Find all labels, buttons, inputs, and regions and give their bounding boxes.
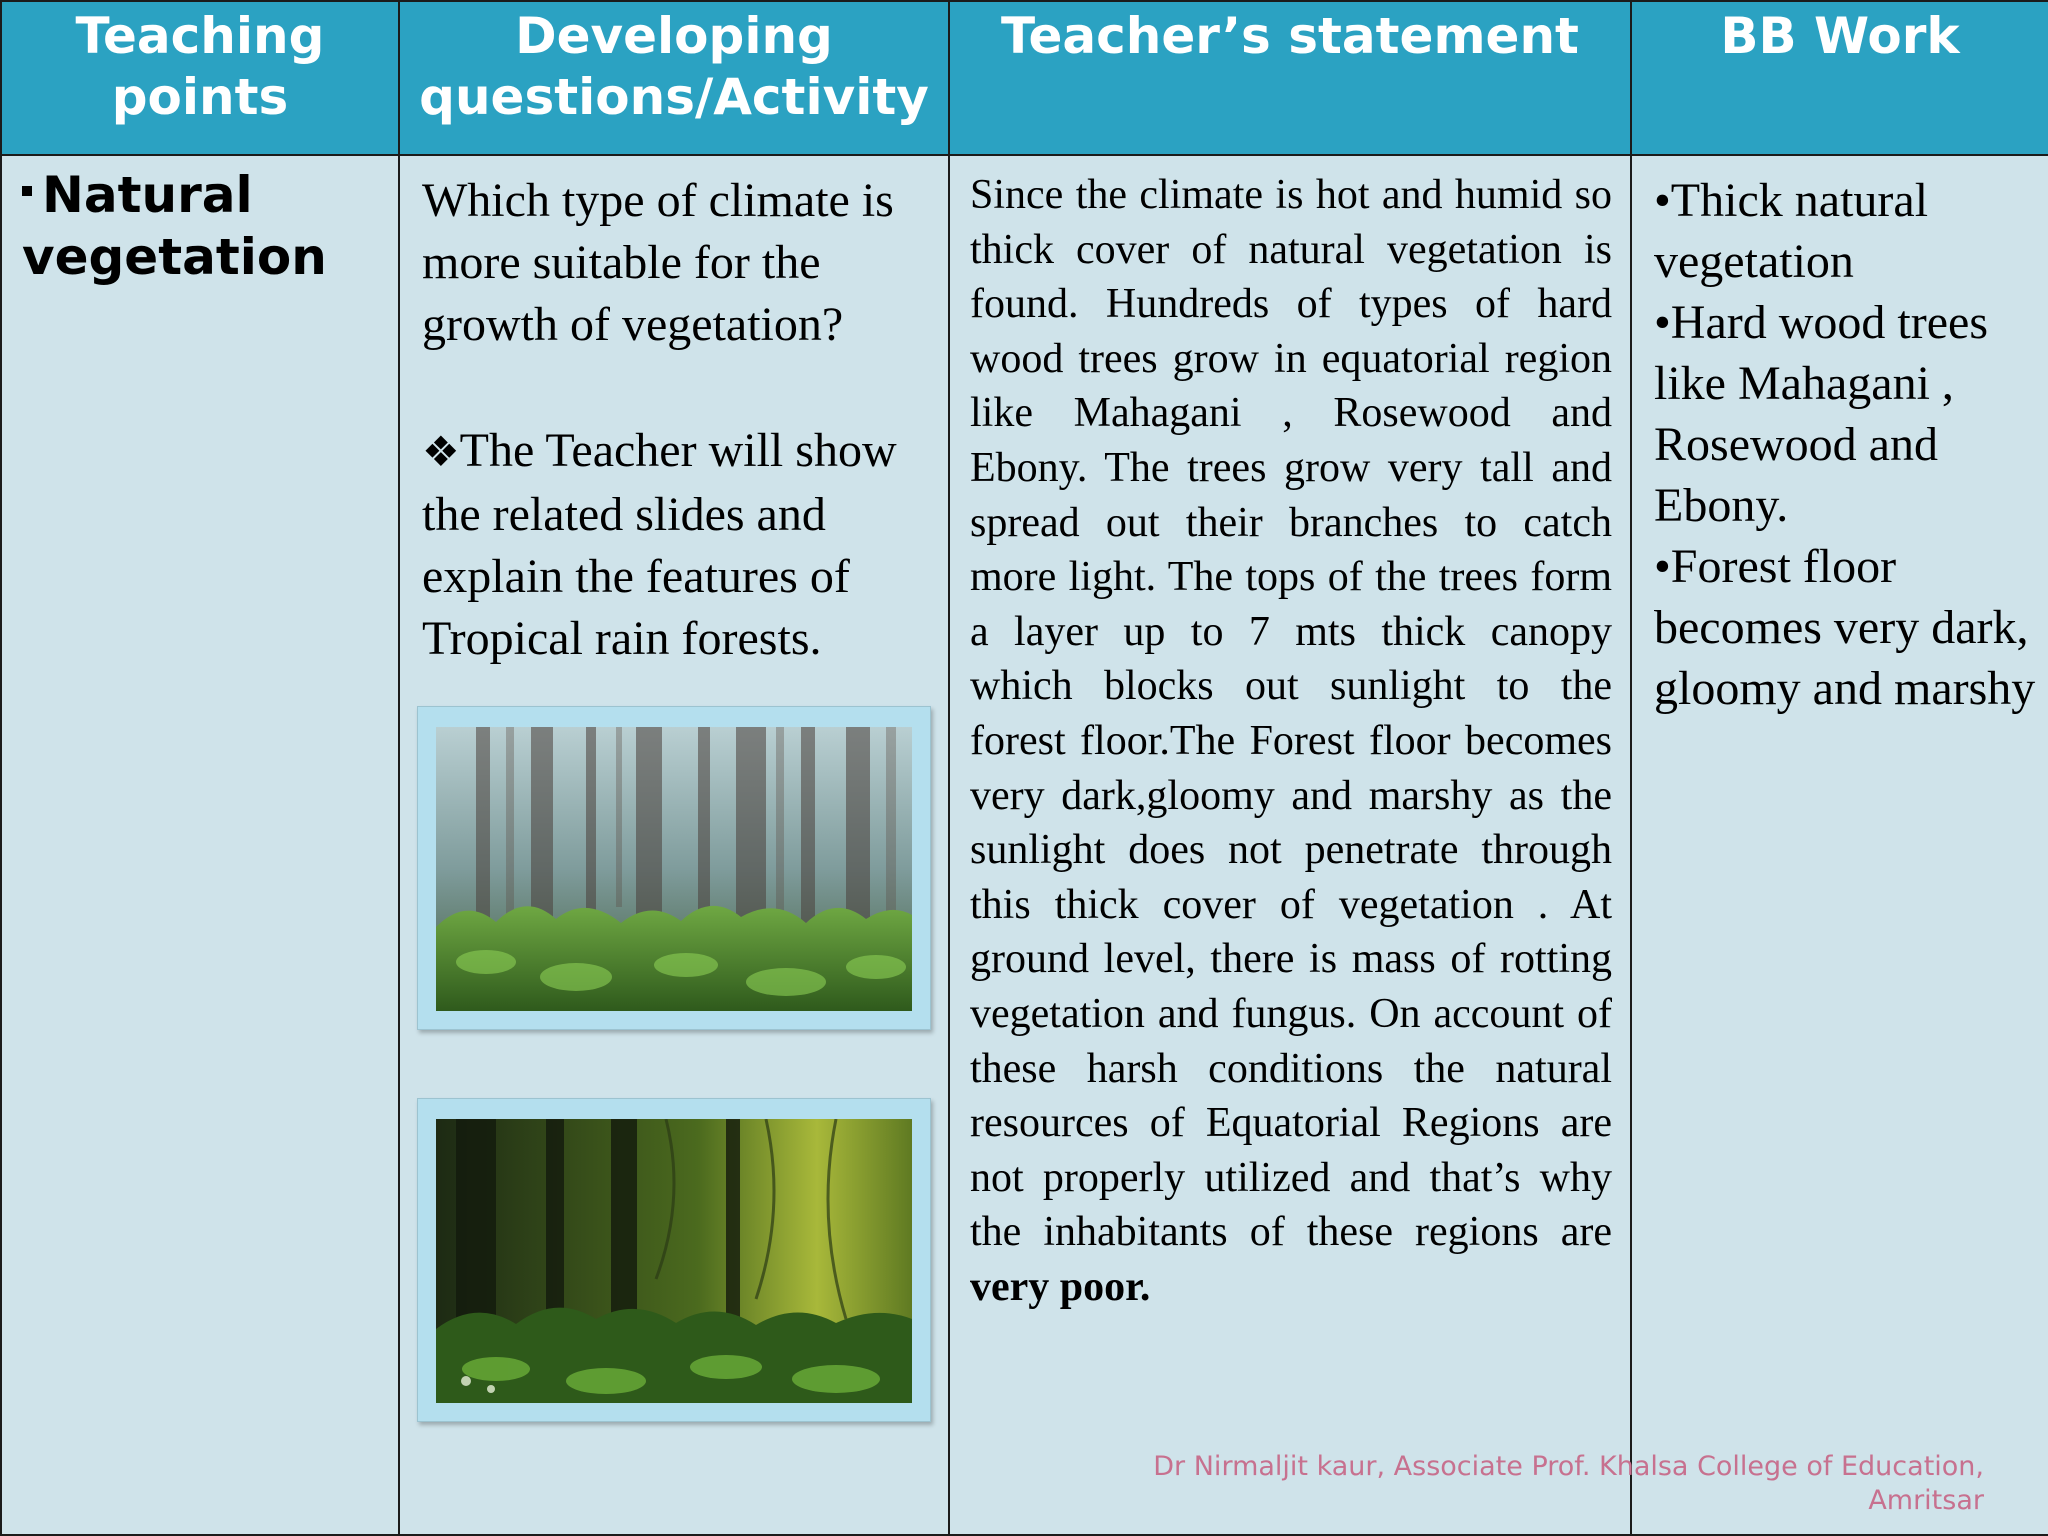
- header-developing-questions: Developing questions/Activity: [399, 1, 949, 155]
- footer-line-1: Dr Nirmaljit kaur, Associate Prof. Khalsa College of Education,: [1153, 1451, 1984, 1482]
- header-teaching-points: Teaching points: [1, 1, 399, 155]
- developing-question: Which type of climate is more suitable for the growth of vegetation?: [422, 174, 894, 351]
- bb-work-cell: [1631, 155, 2048, 1535]
- misty-forest-image: [436, 727, 912, 1011]
- footer-credit: [1084, 1450, 1984, 1518]
- teaching-points-cell: [1, 155, 399, 1535]
- footer-line-2: Amritsar: [1868, 1485, 1984, 1516]
- misty-forest-photo: [417, 706, 931, 1030]
- rainforest-undergrowth-image: [436, 1119, 912, 1403]
- content-row: [1, 155, 2048, 1535]
- bb-item: •Forest floor becomes very dark, gloomy and marshy: [1654, 540, 2036, 715]
- activity-description: The Teacher will show the related slides and explain the features of Tropical rain forests.: [422, 424, 897, 665]
- rainforest-undergrowth-photo: [417, 1098, 931, 1422]
- teacher-statement-text: Since the climate is hot and humid so thick cover of natural vegetation is found. Hundreds of types of hard wood trees grow in equatorial region like Mahagani , Rosewood and Ebony. The trees grow very tall and spread out their branches to catch more light. The tops of the trees form a layer up to 7 mts thick canopy which blocks out sunlight to the forest floor.The Forest floor becomes very dark,gloomy and marshy as the sunlight does not penetrate through this thick cover of vegetation . At ground level, there is mass of rotting vegetation and fungus. On account of these harsh conditions the natural resources of Equatorial Regions are not properly utilized and that’s why the inhabitants of these regions are: [970, 172, 1612, 1256]
- square-bullet-icon: [22, 186, 32, 196]
- teacher-statement-cell: [949, 155, 1631, 1535]
- header-bb-work: BB Work: [1631, 1, 2048, 155]
- header-row: [1, 1, 2048, 155]
- header-teacher-statement: Teacher’s statement: [949, 1, 1631, 155]
- teaching-point-label: Natural vegetation: [22, 166, 327, 286]
- diamond-bullet-icon: ❖: [422, 430, 460, 476]
- bb-item: •Thick natural vegetation: [1654, 174, 1929, 288]
- teacher-statement-emphasis: very poor.: [970, 1263, 1151, 1310]
- activity-text: [422, 420, 936, 670]
- bb-item: •Hard wood trees like Mahagani , Rosewood and Ebony.: [1654, 296, 1989, 532]
